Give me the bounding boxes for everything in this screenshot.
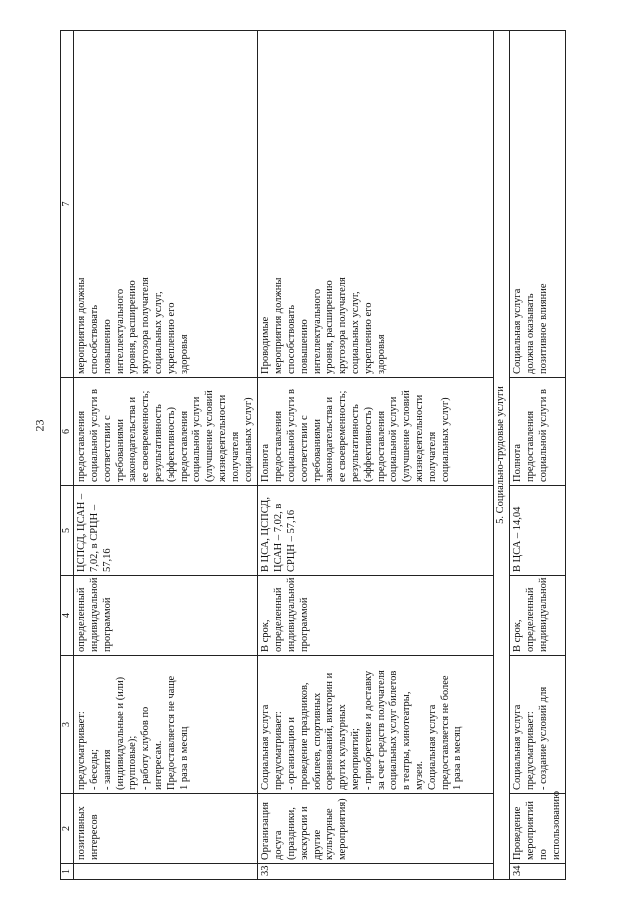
table-row	[258, 31, 494, 880]
quality-indicators: предоставления социальной услуги в соответствии с требованиями законодательства и ее своевременность; результативность (эффективность) предоставления социальной услуги (улучшение условий жизнедеятельности получателя социальных услуг)	[74, 378, 258, 486]
header-row	[61, 31, 74, 880]
section-title: 5. Социально-трудовые услуги	[494, 31, 510, 880]
document-sheet	[60, 30, 588, 880]
table-row	[74, 31, 258, 880]
header-col-1: 1	[61, 864, 74, 880]
header-col-2: 2	[61, 794, 74, 864]
page-number: 23	[32, 419, 47, 432]
service-conditions: Проводимые мероприятия должны способствовать повышению интеллектуального уровня, расширению кругозора получателя социальных услуг, укреплению его здоровья	[258, 31, 494, 378]
service-norm: В ЦСА – 14,04	[510, 486, 566, 576]
service-norm: ЦСПСД, ЦСАН – 7,02, в СРЦН – 57,16	[74, 486, 258, 576]
header-col-3: 3	[61, 656, 74, 794]
header-col-6: 6	[61, 378, 74, 486]
service-conditions: мероприятия должны способствовать повышению интеллектуального уровня, расширению кругозора получателя социальных услуг, укреплению его здоровья	[74, 31, 258, 378]
service-norm: В ЦСА, ЦСПСД, ЦСАН – 7,02, в СРЦН – 57,16	[258, 486, 494, 576]
quality-indicators: Полнота предоставления социальной услуги в соответствии с требованиями законодательства и ее своевременность; результативность (эффективность) предоставления социальной услуги (улучшение условий жизнедеятельности получателя социальных услуг)	[258, 378, 494, 486]
service-name: Проведение мероприятий по использованию	[510, 794, 566, 864]
service-name: Организация досуга (праздники, экскурсии и другие культурные мероприятия)	[258, 794, 494, 864]
quality-indicators: Полнота предоставления социальной услуги в	[510, 378, 566, 486]
service-term: определенный индивидуальной программой	[74, 576, 258, 656]
section-header-row	[494, 31, 510, 880]
service-term: В срок, определенный индивидуальной программой	[258, 576, 494, 656]
service-description: Социальная услуга предусматривает: - организацию и проведение праздников, юбилеев, спортивных соревнований, викторин и других культурных мероприятий; - приобретение и доставку за счет средств получателя социальных услуг билетов в театры, кинотеатры, музеи. Социальная услуга предоставляется не более 1 раза в месяц	[258, 656, 494, 794]
service-description: предусматривает: - беседы; - занятия (индивидуальные и (или) групповые); - работу клубов по интересам. Предоставляется не чаще 1 раза в месяц	[74, 656, 258, 794]
services-table	[60, 30, 566, 880]
service-description: Социальная услуга предусматривает: - создание условий для	[510, 656, 566, 794]
row-number	[74, 864, 258, 880]
service-conditions: Социальная услуга должна оказывать позитивное влияние	[510, 31, 566, 378]
header-col-7: 7	[61, 31, 74, 378]
table-row	[510, 31, 566, 880]
header-col-5: 5	[61, 486, 74, 576]
row-number: 33	[258, 864, 494, 880]
header-col-4: 4	[61, 576, 74, 656]
row-number: 34	[510, 864, 566, 880]
service-name: позитивных интересов	[74, 794, 258, 864]
service-term: В срок, определенный индивидуальной	[510, 576, 566, 656]
